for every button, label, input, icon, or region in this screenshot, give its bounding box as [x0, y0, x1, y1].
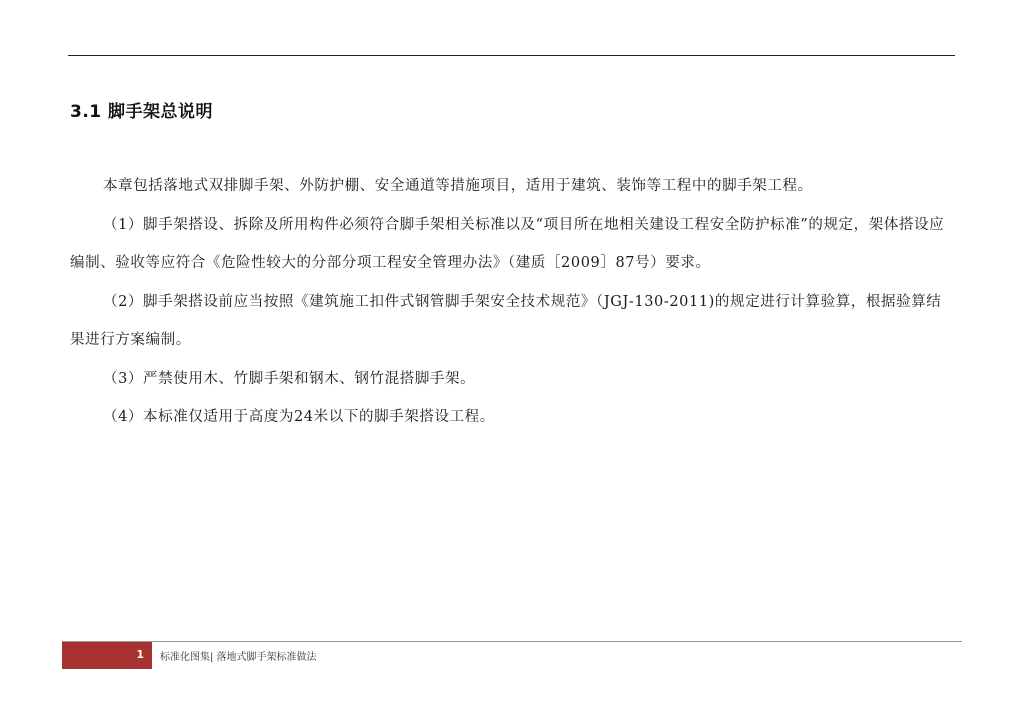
page-number-block — [62, 642, 152, 669]
section-title: 3.1 脚手架总说明 — [70, 102, 214, 122]
page-number: 1 — [136, 648, 144, 661]
footer-rule — [62, 641, 962, 642]
footer-title: 标准化图集| 落地式脚手架标准做法 — [160, 652, 317, 663]
document-body — [70, 167, 954, 437]
paragraph-item-2: （2）脚手架搭设前应当按照《建筑施工扣件式钢管脚手架安全技术规范》（JGJ-130-2011)的规定进行计算验算，根据验算结果进行方案编制。 — [70, 293, 942, 348]
header-rule — [68, 55, 955, 56]
paragraph-item-1: （1）脚手架搭设、拆除及所用构件必须符合脚手架相关标准以及“项目所在地相关建设工程安全防护标准”的规定，架体搭设应编制、验收等应符合《危险性较大的分部分项工程安全管理办法》（建质［2009］87号）要求。 — [70, 216, 945, 271]
paragraph-intro: 本章包括落地式双排脚手架、外防护棚、安全通道等措施项目，适用于建筑、装饰等工程中的脚手架工程。 — [103, 178, 813, 194]
paragraph-item-3: （3）严禁使用木、竹脚手架和钢木、钢竹混搭脚手架。 — [103, 370, 476, 387]
paragraph-item-4: （4）本标准仅适用于高度为24米以下的脚手架搭设工程。 — [103, 409, 495, 425]
